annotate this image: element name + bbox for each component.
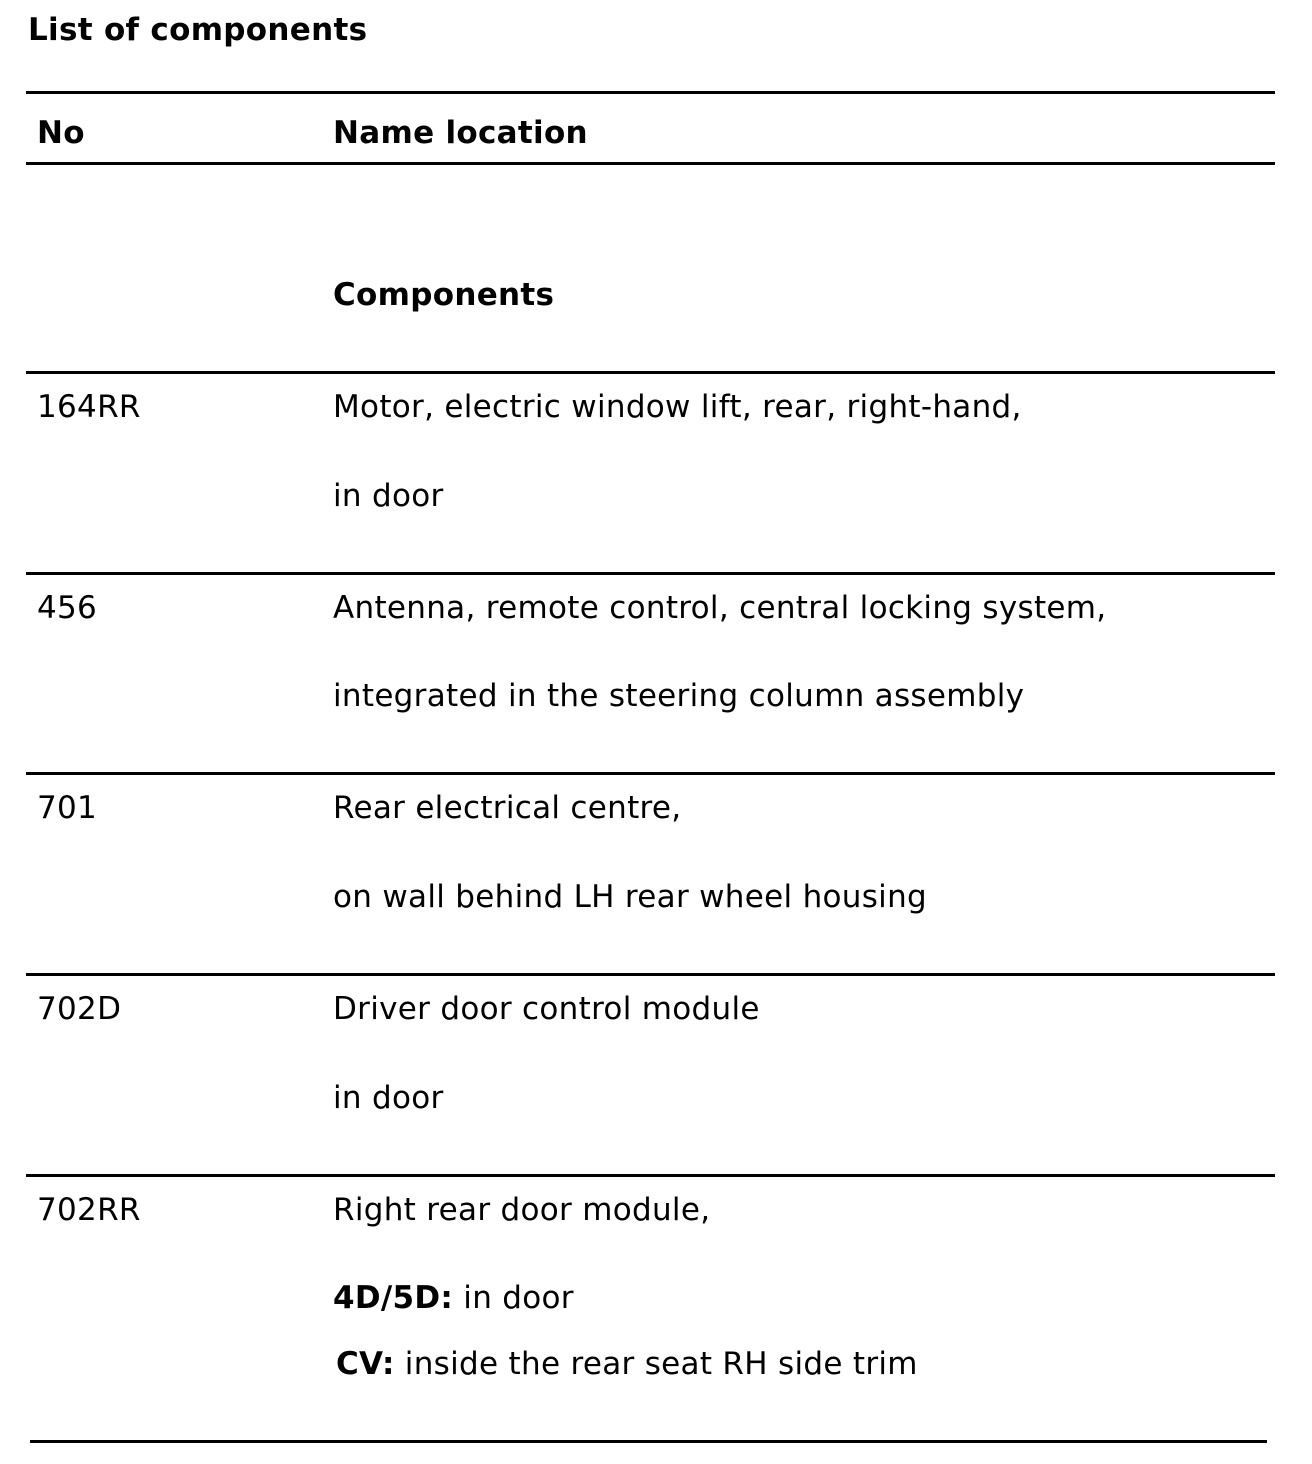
component-location-variant: [333, 1280, 574, 1316]
component-name: Motor, electric window lift, rear, right-hand,: [333, 389, 1022, 425]
variant-text: inside the rear seat RH side trim: [394, 1346, 918, 1382]
component-number: 702D: [37, 991, 122, 1027]
component-name: Driver door control module: [333, 991, 760, 1027]
component-name: Antenna, remote control, central locking system,: [333, 590, 1107, 626]
component-location: in door: [333, 478, 444, 514]
component-number: 701: [37, 790, 98, 826]
table-top-rule: [26, 91, 1275, 94]
row-divider: [26, 371, 1275, 374]
component-number: 702RR: [37, 1192, 141, 1228]
component-number: 164RR: [37, 389, 141, 425]
section-label: Components: [333, 277, 555, 313]
variant-label: CV:: [336, 1346, 395, 1382]
component-location: integrated in the steering column assembly: [333, 678, 1025, 714]
component-location-variant: [336, 1346, 918, 1382]
variant-text: in door: [453, 1280, 574, 1316]
row-divider: [26, 973, 1275, 976]
row-divider: [26, 772, 1275, 775]
row-divider: [26, 1174, 1275, 1177]
component-location: on wall behind LH rear wheel housing: [333, 879, 928, 915]
component-location: in door: [333, 1080, 444, 1116]
header-rule: [26, 162, 1275, 165]
variant-label: 4D/5D:: [333, 1280, 454, 1316]
column-header-no: No: [37, 115, 85, 151]
component-number: 456: [37, 590, 98, 626]
component-name: Rear electrical centre,: [333, 790, 682, 826]
page-title: List of components: [28, 12, 368, 48]
column-header-name-location: Name location: [333, 115, 588, 151]
component-name: Right rear door module,: [333, 1192, 711, 1228]
row-divider: [26, 572, 1275, 575]
table-bottom-rule: [30, 1440, 1267, 1443]
